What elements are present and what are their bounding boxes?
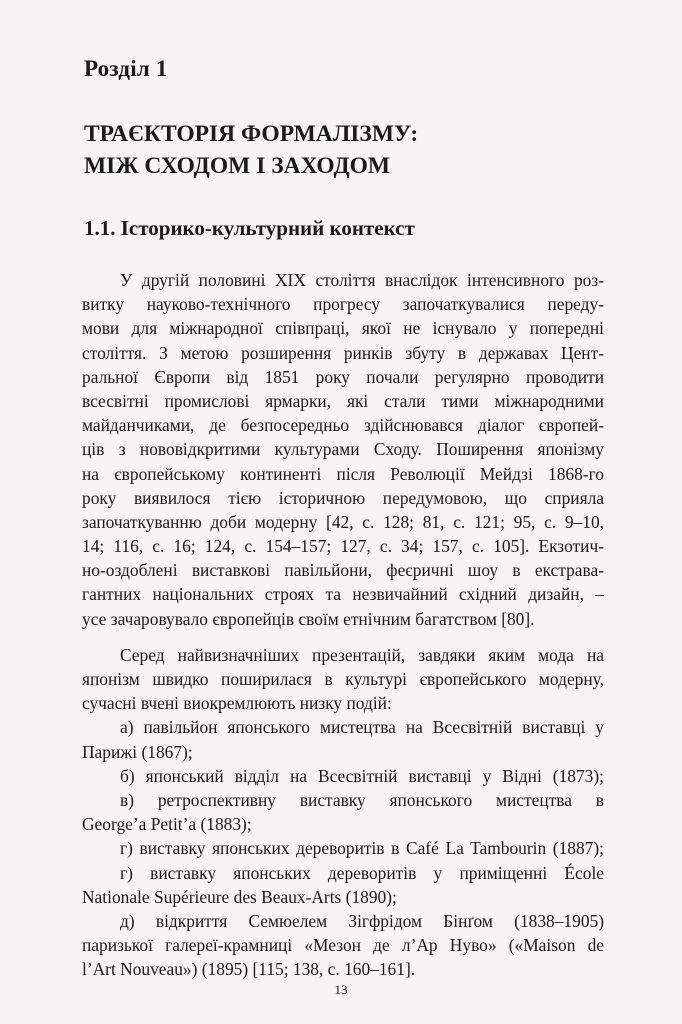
text-line: всесвітні промислові ярмарки, які стали тими міжнародними: [82, 390, 604, 411]
text-line: но-оздоблені виставкові павільйони, феєричні шоу в екстрава-: [82, 560, 604, 581]
text-line: на європейському континенті після Революції Мейдзі 1868-го: [82, 463, 604, 484]
body-text: [82, 268, 604, 981]
text-line: мови для міжнародної співпраці, якої не існувало у попередні: [82, 318, 604, 339]
text-line: сучасні вчені виокремлюють низку подій:: [82, 693, 392, 714]
text-line: Серед найвизначніших презентацій, завдяки яким мода на: [120, 644, 604, 665]
text-line: року виявилося тією історичною передумовою, що сприяла: [82, 487, 604, 508]
list-item-line: г) виставку японських дереворитів в Café La Tambourin (1887);: [120, 838, 604, 859]
list-item-line: б) японський відділ на Всесвітній виставці у Відні (1873);: [120, 765, 604, 786]
paragraph-gap: [82, 631, 604, 643]
text-line: століття. З метою розширення ринків збуту в державах Цент-: [82, 342, 604, 363]
list-item-line: в) ретроспективну виставку японського мистецтва в: [120, 789, 604, 810]
text-line: витку науково-технічного прогресу започаткувалися переду-: [82, 294, 604, 315]
chapter-title-line: МІЖ СХОДОМ І ЗАХОДОМ: [84, 153, 391, 179]
paragraph: [82, 643, 604, 982]
list-item-line: паризької галереї-крамниці «Мезон де л’Ар Нуво» («Maison de: [82, 935, 604, 956]
list-item-line: д) відкриття Семюелем Зігфрідом Бінґом (1838–1905): [120, 910, 604, 931]
paragraph: [82, 268, 604, 631]
list-item-line: Nationale Supérieure des Beaux-Arts (1890);: [82, 886, 397, 907]
list-item-line: l’Art Nouveau») (1895) [115; 138, с. 160–161].: [82, 959, 416, 980]
chapter-label: Розділ 1: [84, 56, 168, 81]
list-item-line: г) виставку японських дереворитів у приміщенні École: [120, 862, 604, 883]
list-item-line: а) павільйон японського мистецтва на Всесвітній виставці у: [120, 717, 604, 738]
text-line: У другій половині ХІХ століття внаслідок інтенсивного роз-: [120, 270, 604, 290]
list-item-line: Парижі (1867);: [82, 741, 193, 762]
text-line: ців з нововідкритими культурами Сходу. Поширення японізму: [82, 439, 604, 460]
text-line: усе зачаровувало європейців своїм етнічним багатством [80].: [82, 608, 535, 629]
text-line: майданчиками, де безпосередньо здійснювався діалог європей-: [82, 415, 604, 436]
chapter-title-line: ТРАЄКТОРІЯ ФОРМАЛІЗМУ:: [84, 121, 419, 147]
text-line: започаткуванню доби модерну [42, с. 128; 81, с. 121; 95, с. 9–10,: [82, 511, 604, 532]
chapter-title: [84, 118, 418, 182]
text-line: 14; 116, с. 16; 124, с. 154–157; 127, с. 34; 157, с. 105]. Екзотич-: [82, 536, 604, 557]
text-line: гантних національних строях та незвичайний східний дизайн, –: [82, 584, 604, 605]
list-item-line: George’a Petit’a (1883);: [82, 814, 252, 835]
text-line: ральної Європи від 1851 року почали регулярно проводити: [82, 366, 604, 387]
text-line: японізм швидко поширилася в культурі європейського модерну,: [82, 669, 604, 689]
section-heading: 1.1. Історико-культурний контекст: [84, 216, 415, 240]
page-number: 13: [334, 982, 348, 997]
